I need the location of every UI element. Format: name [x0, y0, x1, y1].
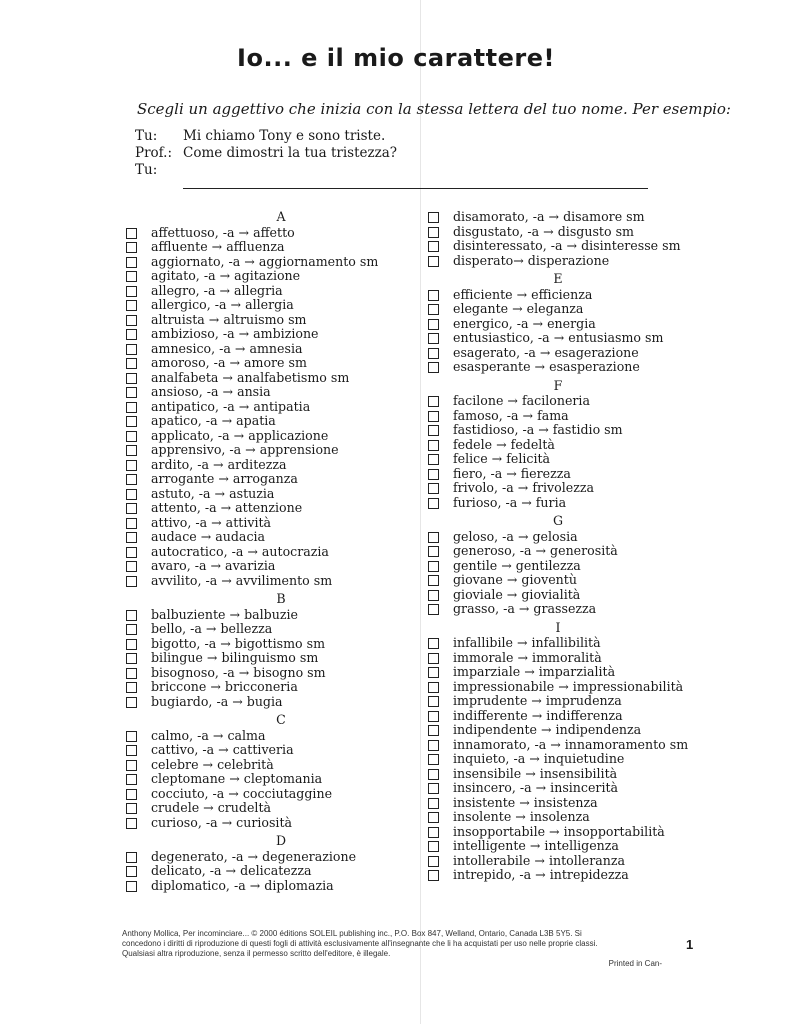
- entry-checkbox[interactable]: [428, 241, 439, 252]
- entry-text: attivo, -a → attività: [151, 514, 272, 530]
- entry-checkbox[interactable]: [428, 590, 439, 601]
- adjective-entry: [428, 588, 668, 603]
- adjective-entry: [428, 238, 681, 254]
- entry-text: insensibile → insensibilità: [453, 765, 618, 781]
- entry-text: delicato, -a → delicatezza: [151, 863, 312, 878]
- entry-checkbox[interactable]: [126, 416, 137, 427]
- entry-checkbox[interactable]: [428, 604, 439, 615]
- adjective-entry: [428, 636, 668, 651]
- copyright-footer: [122, 929, 662, 969]
- adjective-entry: [428, 839, 668, 854]
- adjective-entry: [126, 226, 416, 241]
- entry-checkbox[interactable]: [126, 576, 137, 587]
- entry-text: famoso, -a → fama: [453, 407, 569, 423]
- adjective-entry: [126, 414, 416, 429]
- entry-text: audace → audacia: [151, 529, 266, 544]
- adjective-entry: [126, 472, 416, 487]
- section-letter: G: [552, 513, 564, 528]
- entry-checkbox[interactable]: [126, 460, 137, 471]
- adjective-entry: [126, 574, 416, 589]
- entry-checkbox[interactable]: [126, 668, 137, 679]
- entry-text: avvilito, -a → avvilimento sm: [151, 572, 333, 588]
- entry-text: elegante → eleganza: [453, 301, 584, 316]
- entry-checkbox[interactable]: [126, 731, 137, 742]
- adjective-entry: [428, 854, 668, 869]
- adjective-entry: [428, 810, 668, 825]
- adjective-entry: [428, 694, 668, 709]
- entry-checkbox[interactable]: [428, 812, 439, 823]
- entry-checkbox[interactable]: [126, 503, 137, 514]
- adjective-entry: [428, 360, 668, 375]
- entry-checkbox[interactable]: [428, 667, 439, 678]
- entry-checkbox[interactable]: [428, 227, 439, 238]
- footer-printed: Printed in Can-: [608, 959, 662, 968]
- adjective-entry: [428, 317, 668, 332]
- entry-text: imprudente → imprudenza: [453, 693, 622, 708]
- adjective-entry: [428, 346, 668, 361]
- adjective-entry: [428, 481, 668, 496]
- entry-text: fastidioso, -a → fastidio sm: [453, 422, 623, 437]
- adjective-entry: [126, 864, 416, 879]
- entry-text: bisognoso, -a → bisogno sm: [151, 664, 326, 680]
- entry-checkbox[interactable]: [428, 798, 439, 809]
- entry-checkbox[interactable]: [126, 228, 137, 239]
- adjective-entry: [126, 559, 416, 574]
- entry-checkbox[interactable]: [428, 653, 439, 664]
- entry-checkbox[interactable]: [126, 431, 137, 442]
- adjective-entry: [428, 602, 668, 617]
- entry-text: facilone → faciloneria: [453, 393, 590, 408]
- entry-text: altruista → altruismo sm: [151, 311, 307, 327]
- adjective-entry: [428, 496, 668, 511]
- entry-text: aggiornato, -a → aggiornamento sm: [151, 253, 379, 269]
- entry-text: affettuoso, -a → affetto: [151, 224, 295, 240]
- entry-text: apatico, -a → apatia: [151, 413, 276, 428]
- adjective-entry: [428, 254, 668, 269]
- entry-checkbox[interactable]: [126, 387, 137, 398]
- adjective-entry: [428, 781, 668, 796]
- entry-text: furioso, -a → furia: [453, 494, 567, 510]
- section-f: [428, 379, 668, 511]
- entry-checkbox[interactable]: [126, 373, 137, 384]
- entry-text: impressionabile → impressionabilità: [453, 678, 684, 694]
- entry-checkbox[interactable]: [126, 760, 137, 771]
- adjective-entry: [126, 371, 416, 386]
- adjective-entry: [126, 666, 416, 681]
- entry-text: innamorato, -a → innamoramento sm: [453, 736, 689, 752]
- entry-text: amoroso, -a → amore sm: [151, 355, 307, 370]
- entry-text: gioviale → giovialità: [453, 586, 581, 602]
- entry-text: autocratico, -a → autocrazia: [151, 543, 329, 559]
- entry-text: applicato, -a → applicazione: [151, 427, 329, 443]
- entry-checkbox[interactable]: [428, 682, 439, 693]
- entry-checkbox[interactable]: [428, 498, 439, 509]
- entry-checkbox[interactable]: [126, 653, 137, 664]
- adjective-entry: [428, 796, 668, 811]
- entry-checkbox[interactable]: [428, 841, 439, 852]
- section-letter: A: [276, 209, 286, 224]
- entry-checkbox[interactable]: [126, 271, 137, 282]
- adjective-entry: [126, 487, 416, 502]
- adjective-entry: [428, 210, 668, 225]
- footer-line: Qualsiasi altra riproduzione, senza il permesso scritto dell'editore, è illegale.: [122, 949, 391, 958]
- entry-text: gentile → gentilezza: [453, 557, 581, 573]
- adjective-entry: [126, 356, 416, 371]
- adjective-entry: [126, 530, 416, 545]
- entry-checkbox[interactable]: [126, 315, 137, 326]
- entry-checkbox[interactable]: [428, 440, 439, 451]
- entry-text: degenerato, -a → degenerazione: [151, 848, 357, 864]
- entry-text: ardito, -a → arditezza: [151, 456, 287, 472]
- entry-checkbox[interactable]: [126, 547, 137, 558]
- entry-text: allergico, -a → allergia: [151, 297, 294, 312]
- adjective-entry: [126, 385, 416, 400]
- entry-text: giovane → gioventù: [453, 572, 577, 587]
- adjective-entry: [428, 736, 689, 753]
- entry-checkbox[interactable]: [428, 212, 439, 223]
- entry-text: amnesico, -a → amnesia: [151, 340, 303, 356]
- section-c: [126, 713, 416, 830]
- entry-checkbox[interactable]: [126, 300, 137, 311]
- adjective-entry: [428, 225, 668, 240]
- adjective-entry: [428, 302, 668, 317]
- adjective-entry: [126, 622, 416, 637]
- instructions: Scegli un aggettivo che inizia con la stessa lettera del tuo nome. Per esempio:: [137, 100, 731, 118]
- entry-text: diplomatico, -a → diplomazia: [151, 877, 334, 893]
- adjective-column-left: [126, 208, 416, 897]
- adjective-entry: [126, 284, 416, 299]
- adjective-entry: [126, 608, 416, 623]
- adjective-entry: [428, 438, 668, 453]
- adjective-entry: [428, 651, 668, 666]
- adjective-entry: [126, 637, 416, 652]
- section-letter: B: [276, 591, 286, 606]
- entry-checkbox[interactable]: [126, 818, 137, 829]
- section-letter: E: [553, 271, 563, 286]
- entry-text: immorale → immoralità: [453, 649, 602, 665]
- entry-checkbox[interactable]: [126, 866, 137, 877]
- section-b: [126, 592, 416, 709]
- adjective-entry: [428, 409, 668, 424]
- entry-checkbox[interactable]: [126, 852, 137, 863]
- entry-text: fiero, -a → fierezza: [453, 465, 571, 481]
- adjective-entry: [126, 313, 416, 328]
- entry-checkbox[interactable]: [126, 610, 137, 621]
- adjective-entry: [126, 801, 416, 816]
- dialog-speaker: Prof.:: [135, 145, 173, 161]
- adjective-entry: [126, 458, 416, 473]
- adjective-entry: [126, 298, 416, 313]
- entry-checkbox[interactable]: [126, 242, 137, 253]
- adjective-entry: [126, 443, 416, 458]
- section-e: [428, 272, 668, 375]
- adjective-entry: [428, 723, 668, 738]
- entry-checkbox[interactable]: [428, 696, 439, 707]
- adjective-entry: [126, 695, 416, 710]
- entry-text: antipatico, -a → antipatia: [151, 398, 311, 414]
- entry-text: energico, -a → energia: [453, 315, 596, 331]
- entry-checkbox[interactable]: [126, 682, 137, 693]
- entry-text: disamorato, -a → disamore sm: [453, 209, 645, 224]
- page-title: Io... e il mio carattere!: [237, 44, 555, 72]
- entry-text: affluente → affluenza: [151, 239, 285, 254]
- entry-text: entusiastico, -a → entusiasmo sm: [453, 330, 664, 345]
- entry-checkbox[interactable]: [428, 638, 439, 649]
- section-i: [428, 619, 689, 883]
- entry-checkbox[interactable]: [126, 624, 137, 635]
- entry-text: bigotto, -a → bigottismo sm: [151, 635, 326, 651]
- entry-text: briccone → bricconeria: [151, 679, 298, 694]
- adjective-entry: [126, 772, 416, 787]
- entry-checkbox[interactable]: [126, 774, 137, 785]
- entry-text: attento, -a → attenzione: [151, 500, 303, 515]
- section-a: [126, 210, 416, 588]
- entry-checkbox[interactable]: [126, 532, 137, 543]
- adjective-entry: [126, 269, 416, 284]
- entry-text: bello, -a → bellezza: [151, 621, 273, 636]
- adjective-entry: [428, 868, 668, 883]
- adjective-entry: [126, 327, 416, 342]
- adjective-entry: [428, 394, 668, 409]
- entry-checkbox[interactable]: [126, 445, 137, 456]
- entry-text: astuto, -a → astuzia: [151, 485, 275, 501]
- entry-checkbox[interactable]: [428, 256, 439, 267]
- entry-text: intollerabile → intolleranza: [453, 852, 626, 868]
- example-dialog: [135, 128, 655, 179]
- adjective-entry: [428, 530, 668, 545]
- entry-text: ansioso, -a → ansia: [151, 384, 271, 399]
- adjective-entry: [126, 879, 416, 894]
- adjective-entry: [428, 423, 668, 438]
- entry-checkbox[interactable]: [428, 783, 439, 794]
- entry-checkbox[interactable]: [428, 348, 439, 359]
- adjective-entry: [428, 288, 668, 303]
- entry-text: apprensivo, -a → apprensione: [151, 442, 339, 457]
- entry-text: bilingue → bilinguismo sm: [151, 650, 319, 665]
- entry-text: disinteressato, -a → disinteresse sm: [453, 238, 681, 253]
- adjective-entry: [428, 544, 668, 559]
- entry-text: infallibile → infallibilità: [453, 635, 601, 650]
- adjective-entry: [126, 758, 416, 773]
- entry-checkbox[interactable]: [428, 425, 439, 436]
- entry-checkbox[interactable]: [428, 754, 439, 765]
- entry-text: disgustato, -a → disgusto sm: [453, 223, 634, 239]
- entry-checkbox[interactable]: [428, 304, 439, 315]
- dialog-text: Come dimostri la tua tristezza?: [183, 145, 398, 161]
- entry-text: crudele → crudeltà: [151, 800, 272, 815]
- adjective-entry: [428, 709, 668, 724]
- adjective-entry: [126, 787, 416, 802]
- dialog-line: [135, 128, 655, 145]
- entry-text: geloso, -a → gelosia: [453, 528, 578, 544]
- entry-checkbox[interactable]: [126, 358, 137, 369]
- entry-checkbox[interactable]: [428, 711, 439, 722]
- entry-checkbox[interactable]: [428, 827, 439, 838]
- adjective-entry: [428, 678, 684, 695]
- footer-line: Anthony Mollica, Per incominciare... © 2000 éditions SOLEIL publishing inc., P.O. Box 847, Welland, Ontario, Canada L3B 5Y5. Si: [122, 929, 582, 938]
- adjective-entry: [126, 400, 416, 415]
- entry-text: cleptomane → cleptomania: [151, 771, 323, 786]
- entry-checkbox[interactable]: [428, 856, 439, 867]
- adjective-entry: [126, 342, 416, 357]
- entry-checkbox[interactable]: [126, 286, 137, 297]
- entry-text: avaro, -a → avarizia: [151, 558, 276, 573]
- entry-text: curioso, -a → curiosità: [151, 814, 293, 830]
- adjective-entry: [126, 516, 416, 531]
- entry-checkbox[interactable]: [126, 329, 137, 340]
- footer-line: concedono i diritti di riproduzione di questi fogli di attività esclusivamente all'insegnante che li ha acquistati per uso nelle proprie classi.: [122, 939, 598, 948]
- adjective-entry: [126, 429, 416, 444]
- entry-checkbox[interactable]: [428, 469, 439, 480]
- adjective-entry: [126, 816, 416, 831]
- entry-checkbox[interactable]: [428, 362, 439, 373]
- adjective-entry: [428, 331, 668, 346]
- entry-checkbox[interactable]: [428, 396, 439, 407]
- entry-text: intelligente → intelligenza: [453, 838, 619, 853]
- section-letter: F: [553, 377, 563, 393]
- adjective-entry: [126, 743, 416, 758]
- entry-checkbox[interactable]: [126, 639, 137, 650]
- entry-text: inquieto, -a → inquietudine: [453, 751, 625, 766]
- entry-text: insistente → insistenza: [453, 794, 598, 810]
- entry-checkbox[interactable]: [126, 697, 137, 708]
- adjective-entry: [428, 825, 668, 840]
- dialog-text: Mi chiamo Tony e sono triste.: [183, 128, 386, 144]
- entry-checkbox[interactable]: [428, 546, 439, 557]
- dialog-line: [135, 162, 655, 179]
- entry-checkbox[interactable]: [126, 489, 137, 500]
- entry-text: disperato→ disperazione: [453, 252, 610, 268]
- entry-text: calmo, -a → calma: [151, 727, 266, 743]
- entry-checkbox[interactable]: [428, 769, 439, 780]
- entry-checkbox[interactable]: [428, 740, 439, 751]
- entry-text: frivolo, -a → frivolezza: [453, 480, 595, 495]
- section-letter: D: [275, 833, 287, 848]
- entry-text: esasperante → esasperazione: [453, 359, 640, 374]
- adjective-entry: [428, 665, 668, 680]
- adjective-column-right: [428, 209, 689, 887]
- adjective-entry: [126, 501, 416, 516]
- adjective-entry: [126, 680, 416, 695]
- entry-text: intrepido, -a → intrepidezza: [453, 867, 629, 882]
- entry-checkbox[interactable]: [428, 333, 439, 344]
- entry-checkbox[interactable]: [126, 881, 137, 892]
- entry-text: indipendente → indipendenza: [453, 722, 642, 737]
- entry-checkbox[interactable]: [126, 745, 137, 756]
- entry-checkbox[interactable]: [428, 561, 439, 572]
- entry-text: ambizioso, -a → ambizione: [151, 326, 319, 341]
- entry-checkbox[interactable]: [428, 725, 439, 736]
- entry-checkbox[interactable]: [126, 402, 137, 413]
- adjective-entry: [126, 850, 416, 865]
- entry-text: agitato, -a → agitazione: [151, 268, 301, 283]
- page-number: 1: [686, 937, 694, 952]
- entry-text: celebre → celebrità: [151, 756, 274, 772]
- entry-text: indifferente → indifferenza: [453, 707, 623, 723]
- entry-checkbox[interactable]: [126, 344, 137, 355]
- entry-checkbox[interactable]: [126, 561, 137, 572]
- adjective-entry: [428, 452, 668, 467]
- entry-checkbox[interactable]: [126, 518, 137, 529]
- entry-checkbox[interactable]: [428, 575, 439, 586]
- adjective-entry: [126, 729, 416, 744]
- entry-checkbox[interactable]: [126, 474, 137, 485]
- section-d: [126, 834, 416, 893]
- adjective-entry: [126, 240, 416, 255]
- answer-line[interactable]: [183, 188, 648, 189]
- entry-text: cattivo, -a → cattiveria: [151, 742, 294, 757]
- entry-text: insopportabile → insopportabilità: [453, 823, 665, 839]
- entry-checkbox[interactable]: [428, 290, 439, 301]
- entry-text: balbuziente → balbuzie: [151, 606, 298, 622]
- entry-text: fedele → fedeltà: [453, 436, 555, 452]
- section-g: [428, 514, 668, 617]
- entry-text: felice → felicità: [453, 451, 551, 466]
- entry-checkbox[interactable]: [428, 870, 439, 881]
- section-letter: C: [276, 712, 286, 727]
- entry-checkbox[interactable]: [126, 789, 137, 800]
- entry-checkbox[interactable]: [428, 483, 439, 494]
- entry-text: analfabeta → analfabetismo sm: [151, 369, 350, 385]
- dialog-speaker: Tu:: [135, 128, 158, 144]
- entry-checkbox[interactable]: [126, 257, 137, 268]
- entry-checkbox[interactable]: [428, 411, 439, 422]
- entry-text: arrogante → arroganza: [151, 471, 298, 486]
- entry-text: cocciuto, -a → cocciutaggine: [151, 785, 333, 801]
- dialog-line: [135, 145, 655, 162]
- entry-checkbox[interactable]: [126, 803, 137, 814]
- dialog-speaker: Tu:: [135, 162, 158, 178]
- entry-checkbox[interactable]: [428, 319, 439, 330]
- entry-text: insolente → insolenza: [453, 809, 590, 824]
- entry-checkbox[interactable]: [428, 454, 439, 465]
- adjective-entry: [126, 545, 416, 560]
- entry-text: insincero, -a → insincerità: [453, 780, 619, 795]
- adjective-entry: [428, 559, 668, 574]
- entry-text: esagerato, -a → esagerazione: [453, 344, 639, 360]
- entry-text: generoso, -a → generosità: [453, 543, 618, 558]
- section-continued: [428, 209, 681, 268]
- entry-text: efficiente → efficienza: [453, 286, 593, 302]
- entry-text: allegro, -a → allegria: [151, 282, 283, 298]
- adjective-entry: [126, 255, 416, 270]
- adjective-entry: [428, 573, 668, 588]
- adjective-entry: [428, 767, 668, 782]
- entry-text: imparziale → imparzialità: [453, 664, 616, 679]
- entry-checkbox[interactable]: [428, 532, 439, 543]
- entry-text: grasso, -a → grassezza: [453, 601, 597, 616]
- entry-text: bugiardo, -a → bugia: [151, 693, 283, 709]
- adjective-entry: [428, 752, 668, 767]
- adjective-entry: [126, 651, 416, 666]
- section-letter: I: [555, 619, 561, 635]
- adjective-entry: [428, 467, 668, 482]
